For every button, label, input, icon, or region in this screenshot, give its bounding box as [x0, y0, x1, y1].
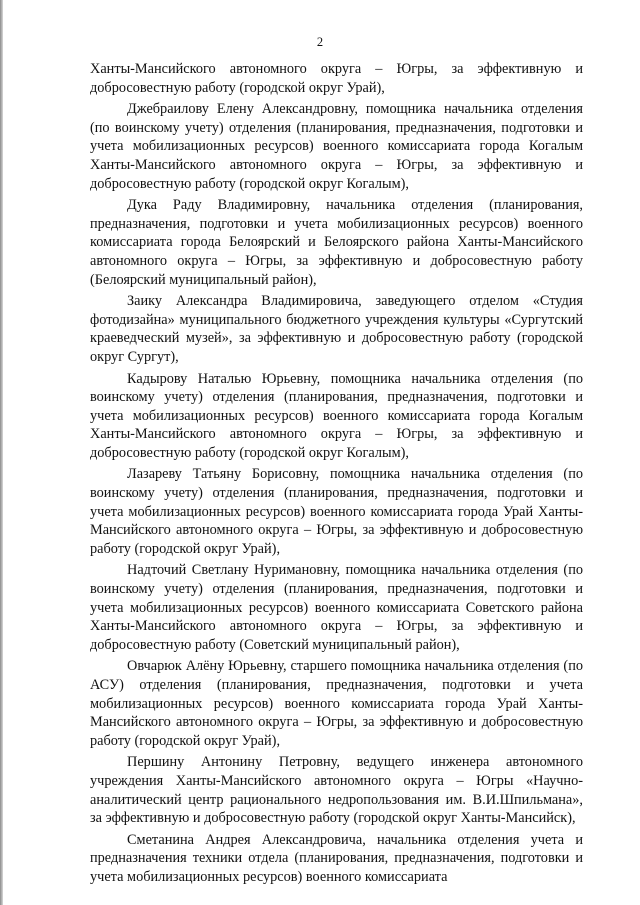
- page-number: 2: [316, 35, 324, 49]
- paragraph-lazareva: Лазареву Татьяну Борисовну, помощника начальника отделения (по воинскому учету) отделения (планирования, предназначения, подготовки и учета мобилизационных ресурсов) военного комиссариата города Урай Ханты-Мансийского автономного округа – Югры, за эффективную и добросовестную работу (городской округ Урай),: [90, 466, 583, 557]
- paragraph-pershina: Першину Антонину Петровну, ведущего инженера автономного учреждения Ханты-Мансийского автономного округа – Югры «Научно-аналитический центр рационального недропользования им. В.И.Шпильмана», за эффективную и добросовестную работу (городской округ Ханты-Мансийск),: [90, 754, 583, 827]
- scan-edge-shadow: [0, 0, 3, 905]
- paragraph-dzhebrailova: Джебраилову Елену Александровну, помощника начальника отделения (по воинскому учету) отделения (планирования, предназначения, подготовки и учета мобилизационных ресурсов) военного комиссариата города Когалым Ханты-Мансийского автономного округа – Югры, за эффективную и добросовестную работу (городской округ Когалым),: [90, 101, 583, 192]
- paragraph-kadyrova: Кадырову Наталью Юрьевну, помощника начальника отделения (по воинскому учету) отделения (планирования, предназначения, подготовки и учета мобилизационных ресурсов) военного комиссариата города Когалым Ханты-Мансийского автономного округа – Югры, за эффективную и добросовестную работу (городской округ Когалым),: [90, 370, 583, 461]
- paragraph-nadtochiy: Надточий Светлану Нуримановну, помощника начальника отделения (по воинскому учету) отделения (планирования, предназначения, подготовки и учета мобилизационных ресурсов) военного комиссариата Советского района Ханты-Мансийского автономного округа – Югры, за эффективную и добросовестную работу (Советский муниципальный район),: [90, 562, 583, 653]
- paragraph-zaika: Заику Александра Владимировича, заведующего отделом «Студия фотодизайна» муниципального бюджетного учреждения культуры «Сургутский краеведческий музей», за эффективную и добросовестную работу (городской округ Сургут),: [90, 293, 583, 365]
- paragraph-duka: Дука Раду Владимировну, начальника отделения (планирования, предназначения, подготовки и учета мобилизационных ресурсов) военного комиссариата города Белоярский и Белоярского района Ханты-Мансийского автономного округа – Югры, за эффективную и добросовестную работу (Белоярский муниципальный район),: [90, 197, 583, 288]
- paragraph-smetanin: Сметанина Андрея Александровича, начальника отделения учета и предназначения техники отдела (планирования, предназначения, подготовки и учета мобилизационных ресурсов) военного комиссариата: [90, 831, 583, 885]
- document-body: [90, 60, 583, 890]
- paragraph-ovcharyuk: Овчарюк Алёну Юрьевну, старшего помощника начальника отделения (по АСУ) отделения (планирования, предназначения, подготовки и учета мобилизационных ресурсов) военного комиссариата города Урай Ханты-Мансийского автономного округа – Югры, за эффективную и добросовестную работу (городской округ Урай),: [90, 658, 583, 749]
- paragraph-continuation: Ханты-Мансийского автономного округа – Югры, за эффективную и добросовестную работу (городской округ Урай),: [90, 61, 583, 96]
